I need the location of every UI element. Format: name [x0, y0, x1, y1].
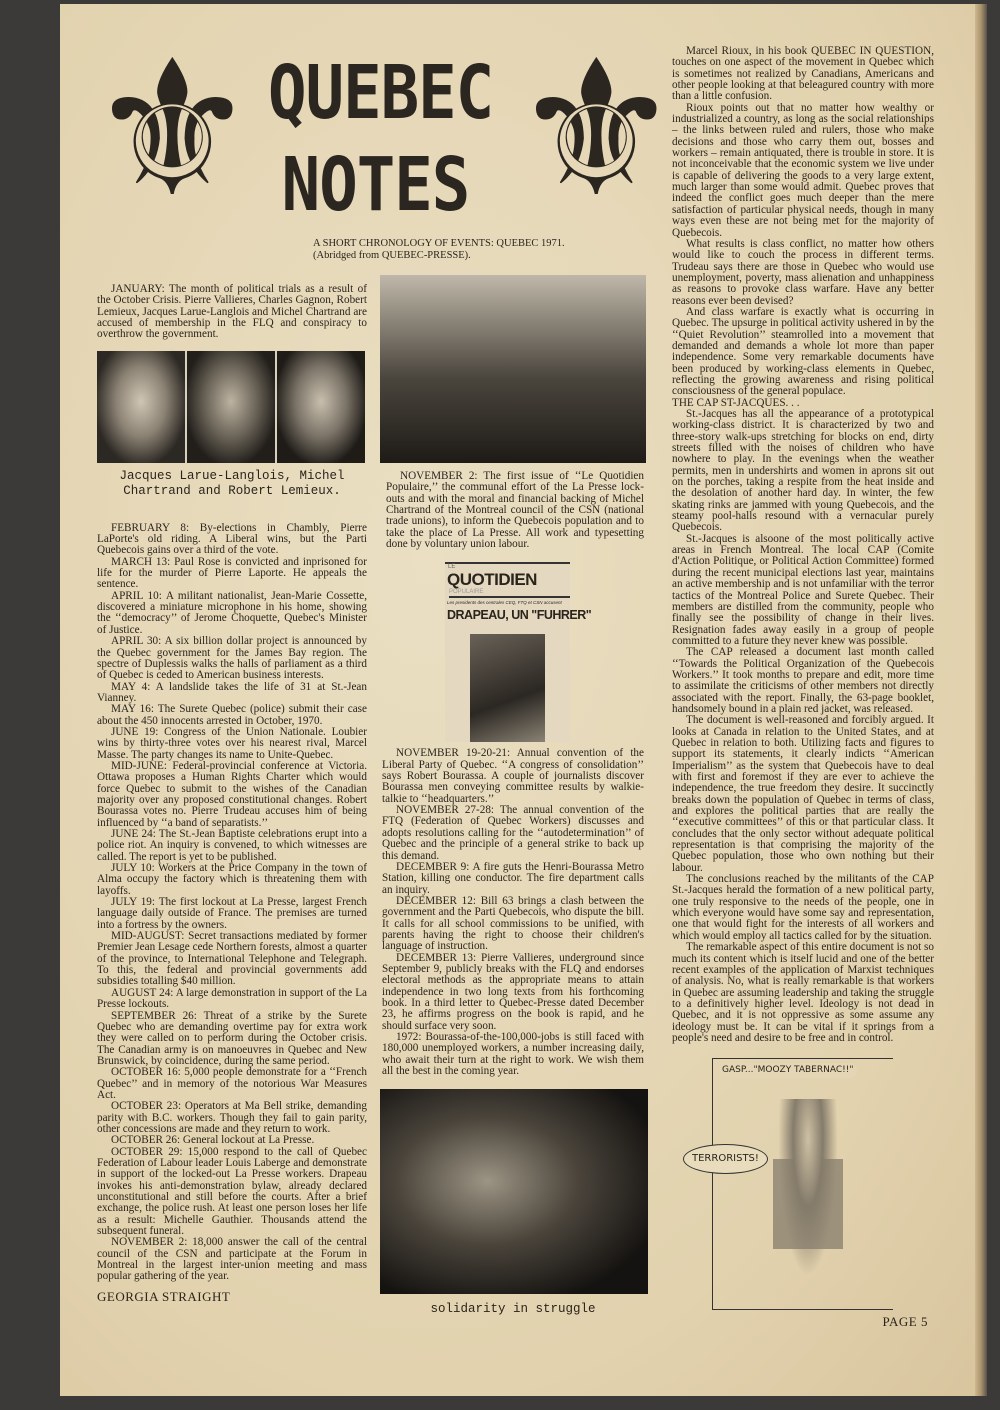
paragraph: And class warfare is exactly what is occurring in Quebec. The upsurge in political activity ushered in by the ‘‘Quiet Revolution’’ steamrolled into a movement that demanded and demands a whole lot more than paper independence. Some very remarkable documents have been produced by working-class elements in Quebec, reflecting the growing awareness and rising political consciousness of the general populace. — [672, 305, 934, 398]
paragraph: The conclusions reached by the militants of the CAP St.-Jacques herald the formation of a new political party, one truly responsive to the needs of the people, one in which everyone would have some say and representation, one that would fight for the interests of all workers and which would employ all tactics called for by the situation. — [672, 873, 934, 942]
paragraph: APRIL 30: A six billion dollar project is announced by the Quebec government for the James Bay region. The spectre of Duplessis walks the halls of parliament as a third of Quebec is ceded to American business interests. — [97, 635, 367, 682]
column-3 — [672, 46, 934, 1330]
paragraph: Rioux points out that no matter how wealthy or industrialized a country, as long as the social relationships – the links between ruled and rulers, those who make decisions and those who carry them out, bosses and workers – remain antiquated, there is trouble in store. It is not inconceivable that the economic system we live under is capable of delivering the goods to a very large extent, much larger than some would admit. Quebec proves that indeed the conflict goes much deeper than the mere satisfaction of particular physical needs, though in many ways even these are not being met for the majority of Quebecois. — [672, 101, 934, 239]
chronology-column-2 — [382, 748, 644, 1077]
cartoon — [692, 1058, 893, 1310]
paragraph: MARCH 13: Paul Rose is convicted and inprisoned for life for the murder of Pierre Laporte. He appeals the sentence. — [97, 555, 367, 591]
paragraph: The CAP released a document last month called ‘‘Towards the Political Organization of the Quebecois Workers.’’ It took months to prepare and edit, more time to assimilate the criticisms of other members not directly associated with the report. Finally, the 63-page booklet, handsomely bound in a plain red jacket, was released. — [672, 646, 934, 715]
column-2 — [380, 275, 646, 1316]
subhead: THE CAP ST-JACQUES. . . — [672, 396, 800, 409]
cartoon-bubble-top: GASP..."MOOZY TABERNAC!!" — [719, 1063, 857, 1078]
paragraph: What results is class conflict, no matter how others would like to couch the process in different terms. Trudeau says there are those in Quebec who would use unemployment, poverty, mass alienation and unhappiness as reasons to provoke class warfare. Have any better reasons ever been devised? — [672, 237, 934, 307]
subtitle-line-2: (Abridged from QUEBEC-PRESSE). — [313, 250, 471, 261]
paragraph: JULY 10: Workers at the Price Company in the town of Alma occupy the factory which is threatening them with layoffs. — [97, 862, 367, 897]
subtitle-line-1: A SHORT CHRONOLOGY OF EVENTS: QUEBEC 1971. — [313, 238, 565, 249]
clipping-headline: DRAPEAU, UN "FUHRER" — [447, 608, 592, 623]
paragraph: SEPTEMBER 26: Threat of a strike by the Surete Quebec who are demanding overtime pay for extra work they were called on to perform during the October crisis. The Canadian army is on manoeuvres in Quebec and New Brunswick, by coincidence, during the same period. — [97, 1009, 367, 1067]
cartoon-bubble-left: TERRORISTS! — [683, 1144, 768, 1174]
paragraph: OCTOBER 29: 15,000 respond to the call of Quebec Federation of Labour leader Louis Laberge and demonstrate in support of the locked-out La Presse workers. Drapeau invokes his anti-demonstration bylaw, already declared unconstitutional and still before the courts. After a brief exchange, the police rush. At least one person loses her life as a result: Michelle Gauthier. Thousands attend the subsequent funeral. — [97, 1145, 367, 1238]
paragraph: Marcel Rioux, in his book QUEBEC IN QUESTION, touches on one aspect of the movement in Quebec which is sometimes not realized by Canadians, Americans and other people looking at that beleagured country with more than a little confusion. — [672, 45, 934, 103]
portrait-3 — [277, 351, 365, 463]
solidarity-caption: solidarity in struggle — [430, 1302, 596, 1317]
paragraph: OCTOBER 16: 5,000 people demonstrate for a ‘‘French Quebec’’ and in memory of the notorious War Measures Act. — [97, 1066, 367, 1101]
paragraph: OCTOBER 23: Operators at Ma Bell strike, demanding parity with B.C. workers. Though they fail to gain parity, other concessions are made and they return to work. — [97, 1100, 367, 1135]
chronology-column-1 — [97, 523, 367, 1283]
clipping-photo — [470, 634, 545, 742]
paragraph: AUGUST 24: A large demonstration in support of the La Presse lockouts. — [97, 986, 367, 1011]
paragraph: DECEMBER 12: Bill 63 brings a clash between the government and the Parti Quebecois, who dispute the bill. It calls for all school commissions to be unified, with parents having the right to choose their children's language of instruction. — [382, 894, 644, 953]
title-line-1: QUEBEC — [268, 51, 494, 137]
paragraph: St.-Jacques is alsoone of the most politically active areas in French Montreal. The local CAP (Comite d'Action Politique, or Political Action Committee) formed during the recent municipal elections last year, maintains an active membership and is not unfamiliar with the terror tactics of the Montreal Police and Surete Quebec. Their members are distilled from the community, people who finally see the possibility of change in their lives. Resignation fades away easily in a group of people committed to a future they never knew was possible. — [672, 532, 934, 647]
paragraph: OCTOBER 26: General lockout at La Presse. — [111, 1134, 315, 1147]
paragraph: MAY 4: A landslide takes the life of 31 at St.-Jean Vianney. — [97, 680, 367, 704]
portrait-2 — [187, 351, 275, 463]
paragraph: JULY 19: The first lockout at La Presse, largest French language daily outside of France. The premises are turned into a fortress by the owners. — [97, 896, 367, 931]
paragraph: DECEMBER 13: Pierre Vallieres, underground since September 9, publicly breaks with the FLQ and endorses electoral methods as the appropriate means to attain independence in two long texts from his forthcoming book. In a third letter to Quebec-Presse dated December 23, he affirms progress on the book is rapid, and he should surface very soon. — [382, 951, 644, 1032]
paragraph: 1972: Bourassa-of-the-100,000-jobs is still faced with 180,000 unemployed workers, a number increasing daily, who await their turn at the right to work. We wish them all the best in the coming year. — [382, 1031, 644, 1078]
portrait-photo — [97, 351, 365, 463]
title-line-2: NOTES — [281, 143, 470, 229]
subtitle — [313, 238, 565, 262]
column-1 — [97, 284, 367, 1305]
paragraph: NOVEMBER 19-20-21: Annual convention of the Liberal Party of Quebec. ‘‘A congress of consolidation’’ says Robert Bourassa. A couple of journalists discover Bourassa men conveying committee results by walkie-talkie to ‘‘headquarters.’’ — [382, 747, 644, 805]
paragraph: MID-JUNE: Federal-provincial conference at Victoria. Ottawa proposes a Human Rights Charter which would force Quebec to submit to the wishes of the Canadian majority over any proposed constitutional changes. Robert Bourassa votes no. Pierre Trudeau accuses him of being influenced by ‘‘a band of separatists.’’ — [97, 759, 367, 829]
quotidien-clipping — [445, 562, 592, 742]
page-number: PAGE 5 — [882, 1314, 928, 1330]
publication-name: GEORGIA STRAIGHT — [97, 1288, 231, 1304]
page-title — [268, 48, 494, 232]
paragraph: MID-AUGUST: Secret transactions mediated by former Premier Jean Lesage cede Northern forests, almost a quarter of the province, to International Telephone and Telegraph. To this, the federal and provincial governments add subsidies totalling $40 million. — [97, 930, 367, 988]
cartoon-figure — [773, 1099, 843, 1299]
solidarity-photo — [380, 1089, 648, 1294]
entry-text: JANUARY: The month of political trials as a result of the October Crisis. Pierre Vallieres, Charles Gagnon, Robert Lemieux, Jacques Larue-Langlois and Michel Chartrand are accused of membership in the FLQ and conspiracy to overthrow the government. — [97, 283, 367, 341]
paragraph: The remarkable aspect of this entire document is not so much its content which is itself lucid and one of the better recent examples of the application of Marxist techniques of analysis. No, what is really remarkable is that workers in Quebec are assuming leadership and taking the struggle to a definitively higher level. Ideology is not dead in Quebec, and it is not oppressive as some assume any ideology must be. It can be vital if it springs from a people's need and desire to be free and in control. — [672, 941, 934, 1044]
fleur-de-lis-right-icon: ⚜ — [512, 20, 681, 239]
clipping-kicker: Les presidents des centrales CEQ, FTQ et CSN accusent — [447, 600, 562, 606]
portrait-1 — [97, 351, 185, 463]
page-fold — [975, 4, 987, 1396]
paragraph: JUNE 24: The St.-Jean Baptiste celebrations erupt into a police riot. An inquiry is convened, to which witnesses are called. The report is yet to be published. — [97, 828, 367, 863]
clipping-masthead-sub: POPULAIRE — [449, 589, 570, 598]
crowd-photo — [380, 275, 646, 463]
entry-text: NOVEMBER 2: The first issue of ‘‘Le Quotidien Populaire,’’ the communal effort of the La Presse lock-outs and with the moral and financial backing of Michel Chartrand of the Montreal council of the CSN (national trade unions), to inform the Quebecois population and to take the place of La Presse. All work and typesetting done by voluntary union labour. — [386, 470, 644, 551]
paragraph: The document is well-reasoned and forcibly argued. It looks at Canada in relation to the United States, and at Quebec in relation to both. Utilizing facts and figures to support its statements, it clearly indicts ‘‘American Imperialism’’ as the system that Quebecois have to deal with first and foremost if they are ever to achieve the independence, the true freedom they desire. It succinctly breaks down the population of Quebec in terms of class, and explores the political parties that are really the ‘‘executive committees’’ of this or that particular class. It concludes that the only sector without adequate political representation is that comprising the majority of the Quebec population, those who own nothing but their labour. — [672, 714, 934, 874]
paragraph: St.-Jacques has all the appearance of a prototypical working-class district. It is characterized by two and three-story walk-ups stretching for blocks on end, dirty streets filled with the noises of children who have nowhere to play. In the evenings when the weather permits, men in undershirts and women in aprons sit out on the porches, taking a respite from the heat inside and the desolation of another hard day. In winter, the few skating rinks are jammed with young Quebecois, and the steamy pool-halls resound with a vernacular purely Quebecois. — [672, 408, 934, 534]
paragraph: MAY 16: The Surete Quebec (police) submit their case about the 450 innocents arrested in October, 1970. — [97, 703, 367, 727]
paragraph: NOVEMBER 2: 18,000 answer the call of the central council of the CSN and participate at the Forum in Montreal in the largest inter-union meeting and mass popular gathering of the year. — [97, 1236, 367, 1283]
paragraph: DECEMBER 9: A fire guts the Henri-Bourassa Metro Station, killing one conductor. The fire department calls an inquiry. — [382, 860, 644, 896]
november-2-entry — [386, 471, 644, 550]
clipping-masthead: QUOTIDIEN — [447, 570, 537, 590]
paragraph: APRIL 10: A militant nationalist, Jean-Marie Cossette, discovered a miniature microphone in his home, showing the ‘‘democracy’’ of Jerome Choquette, Quebec's Minister of Justice. — [97, 589, 367, 636]
paragraph: FEBRUARY 8: By-elections in Chambly, Pierre LaPorte's old riding. A Liberal wins, but the Parti Quebecois gains over a third of the vote. — [97, 521, 367, 557]
paragraph: JUNE 19: Congress of the Union Nationale. Loubier wins by thirty-three votes over his nearest rival, Marcel Masse. The party changes its name to Unite-Quebec. — [97, 725, 367, 761]
fleur-de-lis-left-icon: ⚜ — [88, 20, 257, 239]
january-entry — [97, 284, 367, 341]
paragraph: NOVEMBER 27-28: The annual convention of the FTQ (Federation of Quebec Workers) discusses and adopts resolutions calling for the ‘‘autodetermination’’ of Quebec and the principle of a general strike to back up this demand. — [382, 804, 644, 862]
clipping-masthead-small: LE — [448, 564, 456, 571]
article-column — [672, 46, 934, 1044]
portrait-caption: Jacques Larue-Langlois, Michel Chartrand and Robert Lemieux. — [119, 468, 345, 498]
